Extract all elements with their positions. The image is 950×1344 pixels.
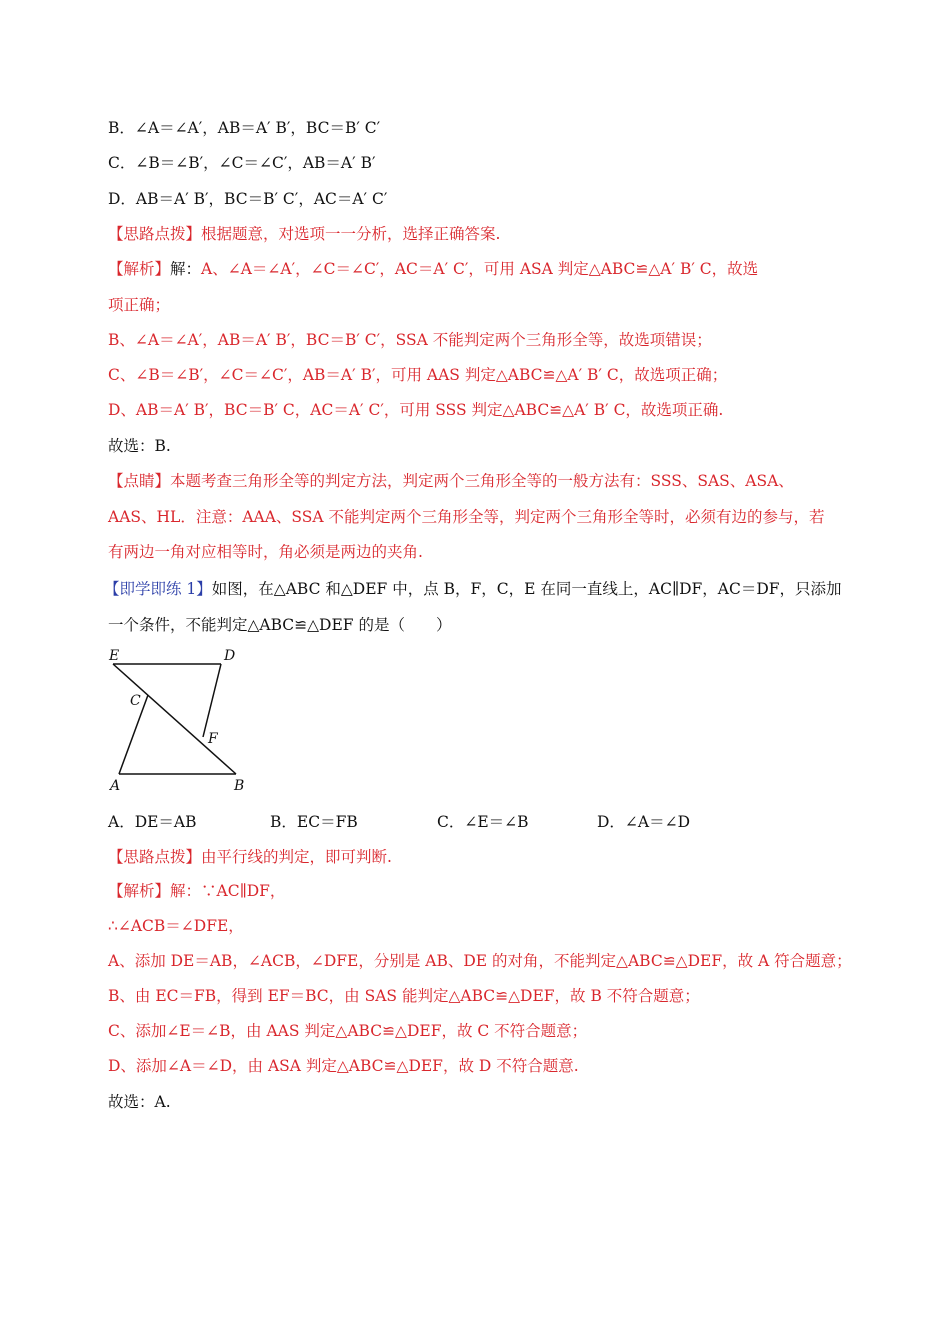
practice-option-d: D．∠A＝∠D	[597, 813, 691, 831]
practice-analysis-2: ∴∠ACB＝∠DFE，	[108, 917, 244, 935]
practice-option-a: A．DE＝AB	[108, 813, 197, 831]
answer-1: 故选：B.	[108, 437, 171, 455]
hint-text: 根据题意，对选项一一分析，选择正确答案.	[201, 225, 501, 243]
practice-analysis-c: C、添加∠E＝∠B，由 AAS 判定△ABC≌△DEF，故 C 不符合题意；	[108, 1022, 588, 1040]
segment-df	[203, 664, 221, 737]
label-c: C	[130, 693, 141, 709]
label-f: F	[208, 731, 218, 747]
analysis-a-text: A、∠A＝∠A′，∠C＝∠C′，AC＝A′ C′，可用 ASA 判定△ABC≌△A′ B′ C，故选	[201, 260, 759, 278]
review-tag: 【点睛】	[108, 472, 171, 490]
prev-option-b: B．∠A＝∠A′，AB＝A′ B′，BC＝B′ C′	[108, 119, 381, 137]
practice-line-1	[104, 578, 842, 600]
practice-analysis-lead: 解：∵AC∥DF，	[170, 882, 286, 900]
practice-question-2: 一个条件，不能判定△ABC≌△DEF 的是（ ）	[108, 616, 452, 634]
practice-option-b: B．EC＝FB	[270, 813, 358, 831]
hint-tag: 【思路点拨】	[108, 225, 202, 243]
analysis-tag: 【解析】	[108, 260, 171, 278]
practice-hint-text: 由平行线的判定，即可判断.	[201, 848, 392, 866]
practice-option-c: C．∠E＝∠B	[437, 813, 529, 831]
analysis-c: C、∠B＝∠B′，∠C＝∠C′，AB＝A′ B′，可用 AAS 判定△ABC≌△A′ B′ C，故选项正确；	[108, 366, 728, 384]
practice-question-1: 如图，在△ABC 和△DEF 中，点 B，F，C，E 在同一直线上，AC∥DF，AC＝DF，只添加	[211, 580, 842, 598]
label-a: A	[110, 778, 121, 794]
analysis-a-cont: 项正确；	[108, 296, 171, 314]
practice-analysis-tag: 【解析】	[108, 882, 171, 900]
analysis-line-a	[108, 258, 758, 280]
review-text-3: 有两边一角对应相等时，角必须是两边的夹角.	[108, 543, 423, 561]
review-line-1	[108, 470, 794, 492]
analysis-b: B、∠A＝∠A′，AB＝A′ B′，BC＝B′ C′，SSA 不能判定两个三角形全等，故选项错误；	[108, 331, 712, 349]
practice-hint-tag: 【思路点拨】	[108, 848, 202, 866]
prev-option-d: D．AB＝A′ B′，BC＝B′ C′，AC＝A′ C′	[108, 190, 388, 208]
practice-analysis-b: B、由 EC＝FB，得到 EF＝BC，由 SAS 能判定△ABC≌△DEF，故 B 不符合题意；	[108, 987, 700, 1005]
label-d: D	[224, 648, 236, 664]
practice-answer: 故选：A.	[108, 1093, 171, 1111]
geometry-figure	[100, 642, 260, 802]
practice-analysis-a: A、添加 DE＝AB，∠ACB，∠DFE，分别是 AB、DE 的对角，不能判定△ABC≌△DEF，故 A 符合题意；	[108, 952, 852, 970]
practice-analysis-d: D、添加∠A＝∠D，由 ASA 判定△ABC≌△DEF，故 D 不符合题意.	[108, 1057, 579, 1075]
label-b: B	[234, 778, 245, 794]
practice-analysis-line	[108, 880, 285, 902]
prev-option-c: C．∠B＝∠B′，∠C＝∠C′，AB＝A′ B′	[108, 154, 376, 172]
practice-hint-line	[108, 846, 392, 868]
practice-tag: 【即学即练 1】	[104, 580, 212, 598]
hint-line	[108, 223, 500, 245]
review-text-2: AAS、HL．注意：AAA、SSA 不能判定两个三角形全等，判定两个三角形全等时，必须有边的参与，若	[108, 508, 825, 526]
analysis-d: D、AB＝A′ B′，BC＝B′ C，AC＝A′ C′，可用 SSS 判定△ABC≌△A′ B′ C，故选项正确.	[108, 401, 724, 419]
analysis-lead: 解：	[170, 260, 202, 278]
review-text-1: 本题考查三角形全等的判定方法，判定两个三角形全等的一般方法有：SSS、SAS、ASA、	[170, 472, 794, 490]
label-e: E	[109, 648, 120, 664]
